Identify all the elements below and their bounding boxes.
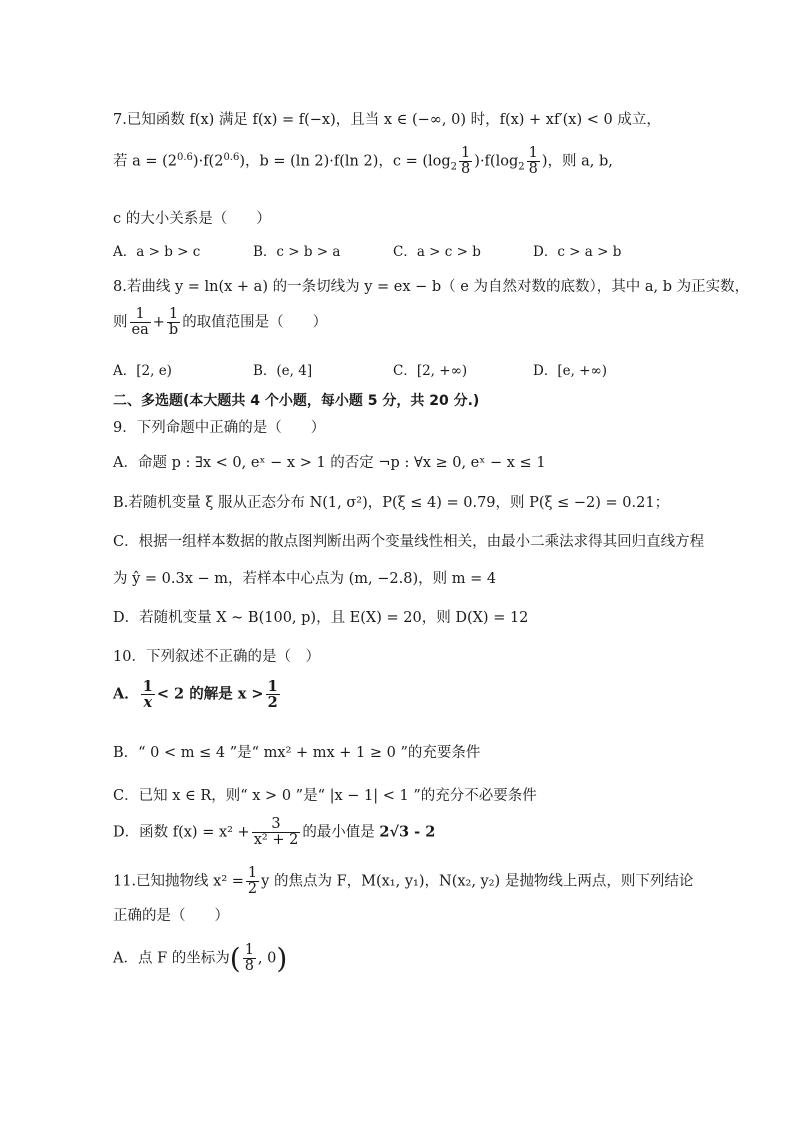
- q9-option-d[interactable]: D．若随机变量 X ~ B(100, p)，且 E(X) = 20，则 D(X) = 12: [113, 610, 529, 626]
- q9-option-b[interactable]: B.若随机变量 ξ 服从正态分布 N(1, σ²)，P(ξ ≤ 4) = 0.79，则 P(ξ ≤ −2) = 0.21；: [113, 495, 670, 511]
- q8-option-c[interactable]: C．[2, +∞): [393, 363, 468, 379]
- q10-option-c[interactable]: C．已知 x ∈ R，则“ x > 0 ”是“ |x − 1| < 1 ”的充分不必要条件: [113, 788, 537, 804]
- q7-option-d[interactable]: D．c > a > b: [533, 244, 622, 260]
- q10-a-frac-2: $\frac{1}{2}$: [267, 678, 278, 712]
- q9-option-a[interactable]: A．命题 p : ∃x < 0, eˣ − x > 1 的否定 ¬p : ∀x ≥ 0, eˣ − x ≤ 1: [113, 455, 546, 471]
- q8-option-b[interactable]: B．(e, 4]: [253, 363, 313, 379]
- q8-frac-1: $\frac{1}{ea}$: [131, 306, 149, 339]
- q8-frac-2: $\frac{1}{b}$: [168, 306, 179, 339]
- q7-line3: c 的大小关系是（ ）: [113, 211, 271, 227]
- q10-option-a[interactable]: A． $\frac{1}{x}$ < 2 的解是 x > $\frac{1}{2}$: [113, 678, 278, 712]
- q8-options: [113, 359, 673, 379]
- q9-option-c-line1[interactable]: C．根据一组样本数据的散点图判断出两个变量线性相关，由最小二乘法求得其回归直线方程: [113, 534, 705, 550]
- q7-frac-2: $\frac{1}{8}$: [528, 145, 538, 178]
- q7-line2: 若 $a = (2^{0.6})\cdot f(2^{0.6})$，b = (ln 2)·f(ln 2)，$c = (\log_2$ $\frac{1}{8}$ )$\cdot f(\log_2$ $\frac{1}{8}$ )，则 a, b,: [113, 145, 613, 178]
- q9-option-c-line2: 为 ŷ = 0.3x − m，若样本中心点为 (m, −2.8)，则 m = 4: [113, 571, 497, 587]
- q10-d-frac: $\frac{3}{\text{x² + 2}}$: [253, 816, 299, 849]
- q11-frac: $\frac{1}{2}$: [247, 865, 258, 898]
- q10-a-frac-1: $\frac{1}{x}$: [142, 678, 153, 712]
- q7-option-b[interactable]: B．c > b > a: [253, 244, 341, 260]
- q11-line1: 11.已知抛物线 x² = $\frac{1}{2}$ y 的焦点为 F，M(x₁, y₁)，N(x₂, y₂) 是抛物线上两点，则下列结论: [113, 865, 694, 898]
- q7-options: [113, 240, 673, 260]
- q8-line2: 则 $\frac{1}{ea}$ + $\frac{1}{b}$ 的取值范围是（ ）: [113, 306, 328, 339]
- section-2-heading: 二、多选题(本大题共 4 个小题，每小题 5 分，共 20 分.): [113, 393, 480, 409]
- q10-d-value: 2√3 - 2: [379, 823, 436, 841]
- q8-option-d[interactable]: D．[e, +∞): [533, 363, 607, 379]
- q7-frac-1: $\frac{1}{8}$: [461, 145, 471, 178]
- q8-option-a[interactable]: A．[2, e): [113, 363, 172, 379]
- q11-line2: 正确的是（ ）: [113, 908, 229, 924]
- q8-line1: 8.若曲线 y = ln(x + a) 的一条切线为 y = ex − b（ e 为自然对数的底数），其中 a, b 为正实数，: [113, 279, 750, 295]
- q11-a-frac: $\frac{1}{8}$: [244, 941, 254, 974]
- q7-option-c[interactable]: C．a > c > b: [393, 244, 481, 260]
- q10-option-d[interactable]: D．函数 f(x) = x² + $\frac{3}{\text{x² + 2}}$ 的最小值是 2√3 - 2: [113, 816, 436, 849]
- q10-option-b[interactable]: B．“ 0 < m ≤ 4 ”是“ mx² + mx + 1 ≥ 0 ”的充要条件: [113, 745, 481, 761]
- q11-option-a[interactable]: A．点 F 的坐标为( $\frac{1}{8}$ , 0): [113, 941, 288, 975]
- q7-line1: 7.已知函数 f(x) 满足 f(x) = f(−x)，且当 x ∈ (−∞, 0) 时，f(x) + xf′(x) < 0 成立，: [113, 112, 661, 128]
- q10-stem: 10．下列叙述不正确的是（ ）: [113, 649, 320, 665]
- q9-stem: 9．下列命题中正确的是（ ）: [113, 420, 326, 436]
- q7-option-a[interactable]: A．a > b > c: [113, 244, 201, 260]
